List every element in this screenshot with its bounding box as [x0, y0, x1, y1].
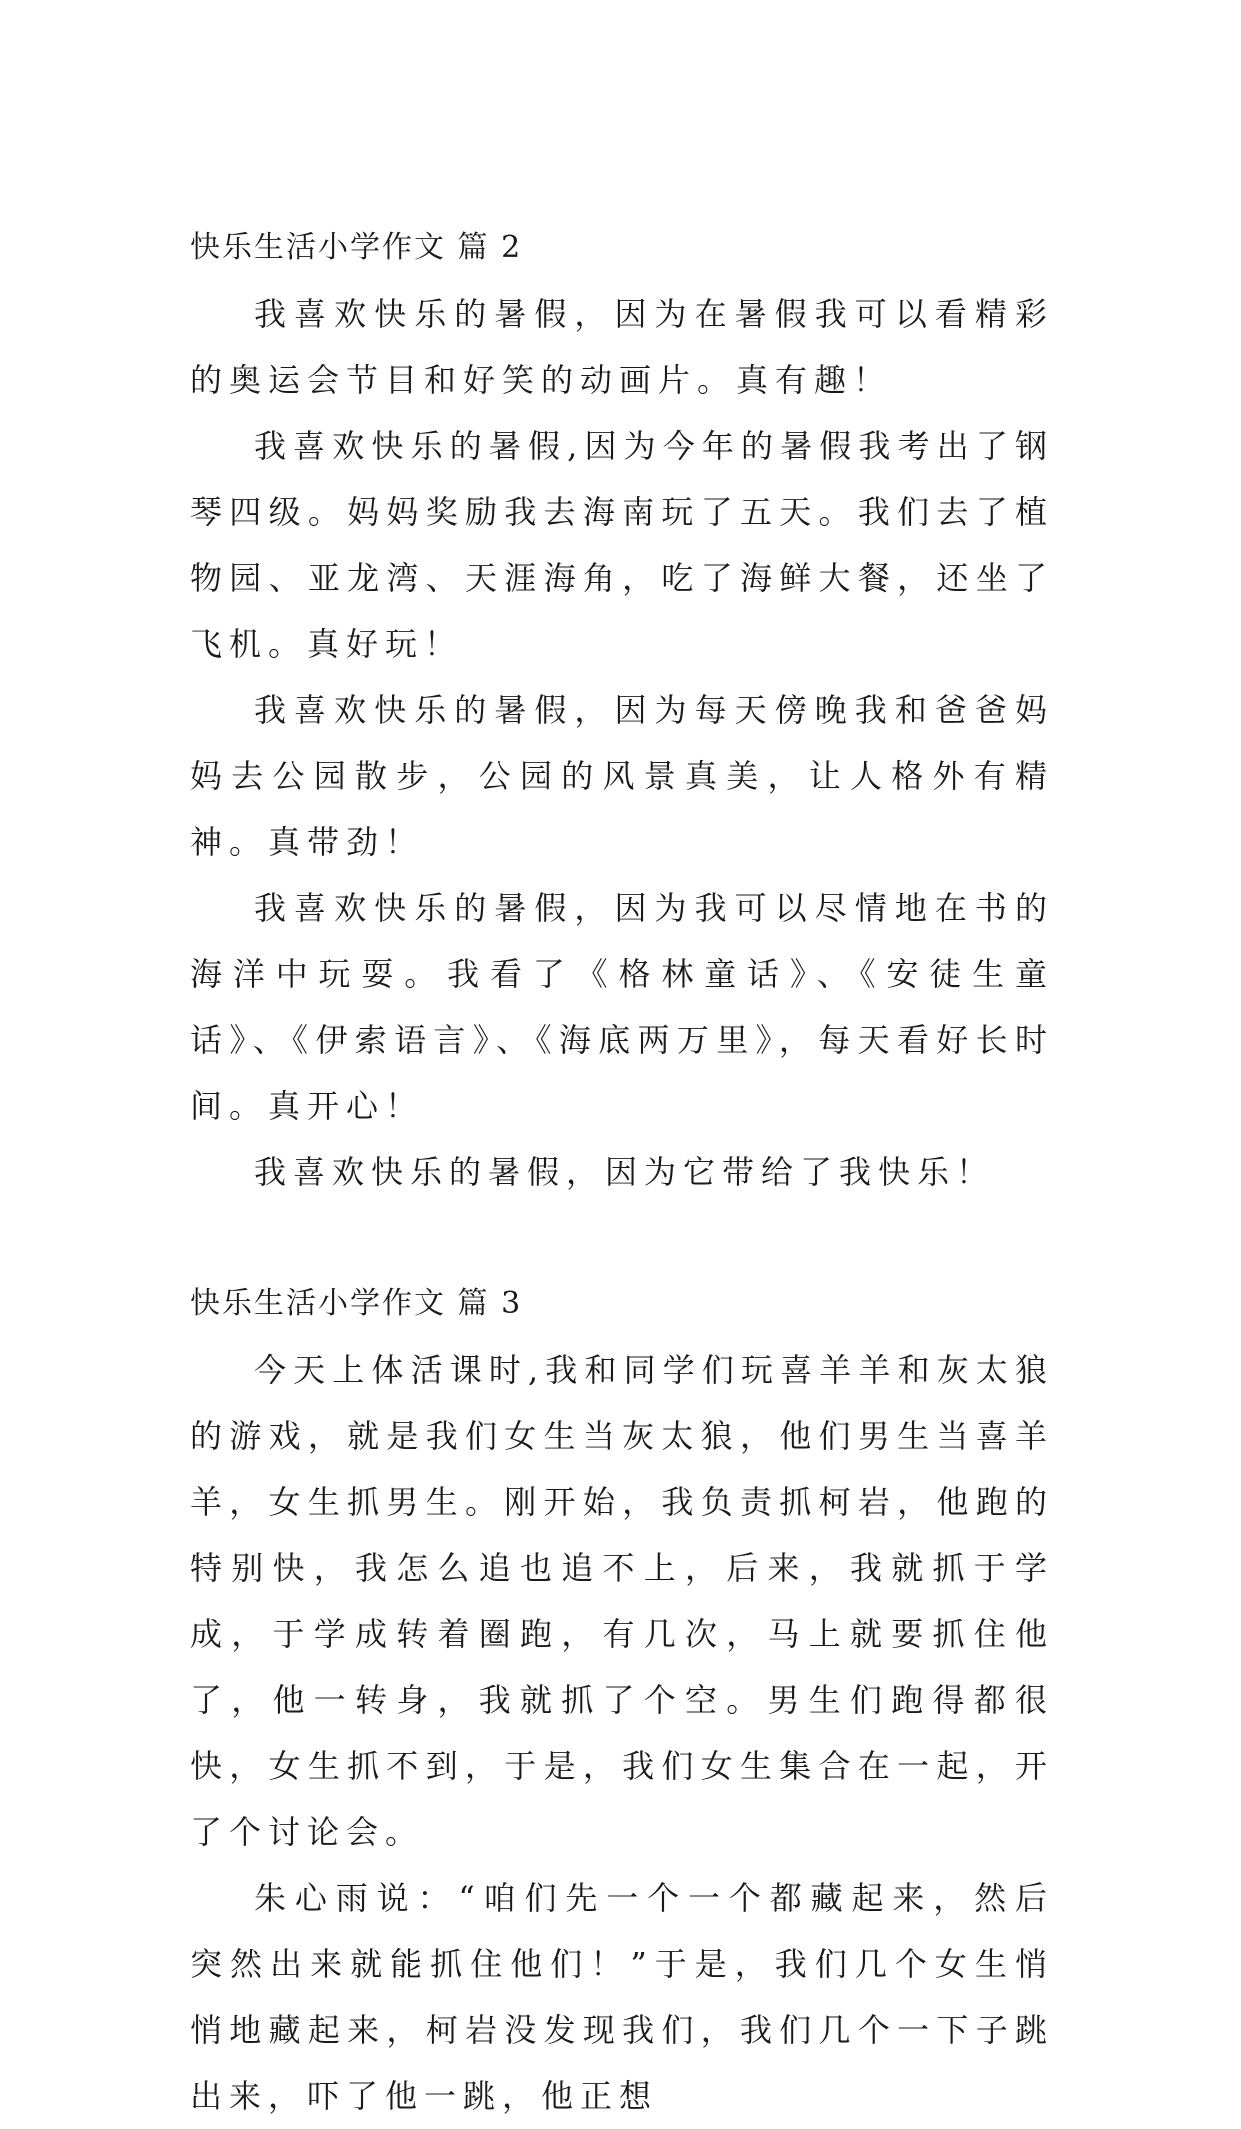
- section-gap: [190, 1205, 1054, 1271]
- paragraph: 我喜欢快乐的暑假，因为每天傍晚我和爸爸妈妈去公园散步，公园的风景真美，让人格外有精神。真带劲！: [190, 691, 1054, 861]
- essay-section-2: [190, 215, 1054, 1205]
- paragraph: 我喜欢快乐的暑假，因为它带给了我快乐！: [254, 1153, 996, 1191]
- paragraph: 我喜欢快乐的暑假，因为在暑假我可以看精彩的奥运会节目和好笑的动画片。真有趣！: [190, 295, 1054, 399]
- section-title: 快乐生活小学作文 篇 3: [190, 1286, 523, 1321]
- section-title: 快乐生活小学作文 篇 2: [190, 230, 523, 265]
- paragraph: 我喜欢快乐的暑假,因为今年的暑假我考出了钢琴四级。妈妈奖励我去海南玩了五天。我们去了植物园、亚龙湾、天涯海角，吃了海鲜大餐，还坐了飞机。真好玩！: [190, 427, 1054, 663]
- paragraph: 朱心雨说：“咱们先一个一个都藏起来，然后突然出来就能抓住他们！”于是，我们几个女生悄悄地藏起来，柯岩没发现我们，我们几个一下子跳出来，吓了他一跳，他正想: [190, 1879, 1054, 2115]
- paragraph: 今天上体活课时,我和同学们玩喜羊羊和灰太狼的游戏，就是我们女生当灰太狼，他们男生当喜羊羊，女生抓男生。刚开始，我负责抓柯岩，他跑的特别快，我怎么追也追不上，后来，我就抓于学成，于学成转着圈跑，有几次，马上就要抓住他了，他一转身，我就抓了个空。男生们跑得都很快，女生抓不到，于是，我们女生集合在一起，开了个讨论会。: [190, 1351, 1054, 1851]
- paragraph: 我喜欢快乐的暑假，因为我可以尽情地在书的海洋中玩耍。我看了《格林童话》、《安徒生童话》、《伊索语言》、《海底两万里》，每天看好长时间。真开心！: [190, 889, 1054, 1125]
- essay-section-3: [190, 1271, 1054, 2129]
- document-body: [190, 215, 1054, 2129]
